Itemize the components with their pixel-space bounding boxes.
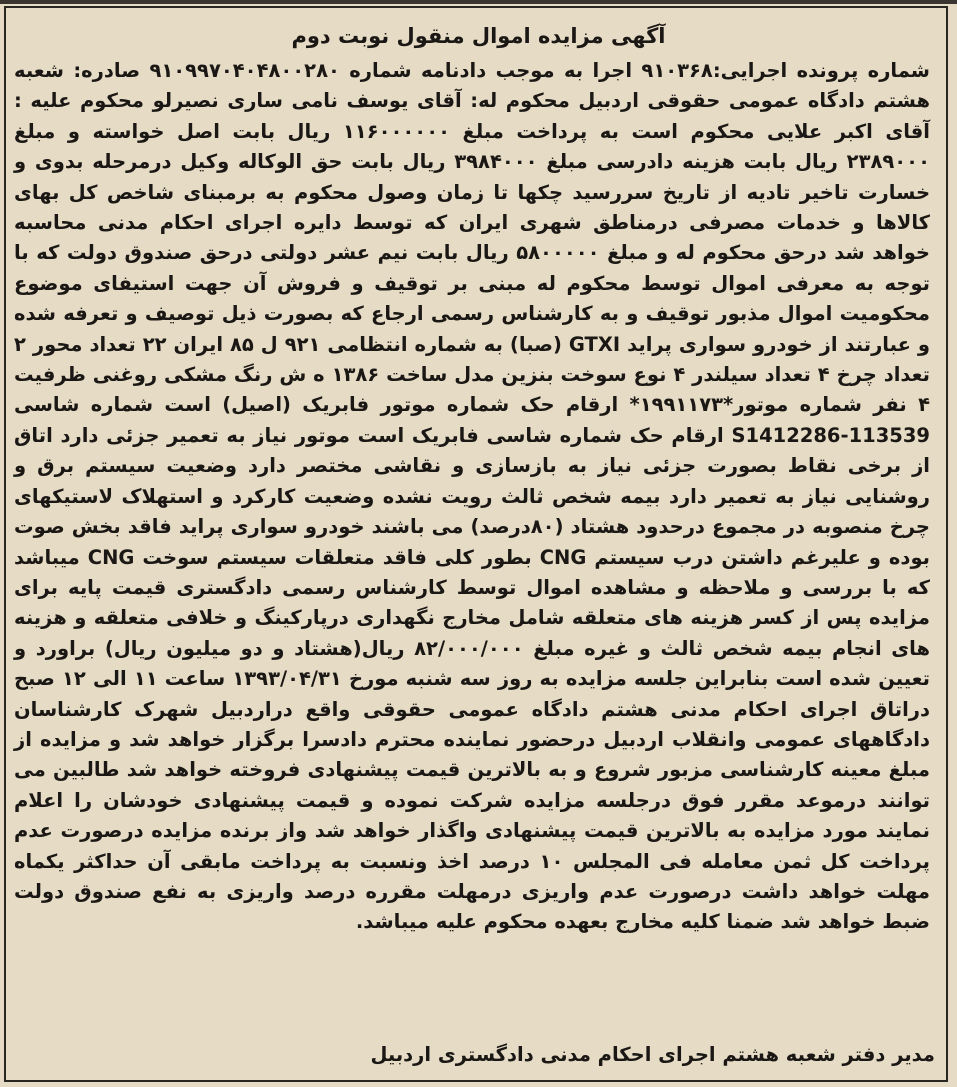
- notice-signature: مدیر دفتر شعبه هشتم اجرای احکام مدنی دادگستری اردبیل: [370, 1043, 935, 1066]
- notice-title: آگهی مزایده اموال منقول نوبت دوم: [291, 24, 666, 48]
- top-rule: [0, 0, 957, 4]
- notice-body: [14, 56, 930, 938]
- notice-body-text: شماره پرونده اجرایی:۹۱۰۳۶۸ اجرا به موجب دادنامه شماره ۹۱۰۹۹۷۰۴۰۴۸۰۰۲۸۰ صادره: شعبه هشتم دادگاه عمومی حقوقی اردبیل محکوم له: آقای یوسف نامی ساری نصیرلو محکوم علیه : آقای اکبر علایی محکوم است به پرداخت مبلغ ۱۱۶۰۰۰۰۰۰ ریال بابت اصل خواسته و مبلغ ۲۳۸۹۰۰۰ ریال بابت هزینه دادرسی مبلغ ۳۹۸۴۰۰۰ ریال بابت حق الوکاله وکیل درمرحله بدوی و خسارت تاخیر تادیه از تاریخ سررسید چکها تا زمان وصول محکوم به برمبنای شاخص کل بهای کالاها و خدمات مصرفی درمناطق شهری ایران که توسط دایره اجرای احکام مدنی محاسبه خواهد شد درحق محکوم له و مبلغ ۵۸۰۰۰۰۰ ریال بابت نیم عشر دولتی درحق صندوق دولت که با توجه به معرفی اموال توسط محکوم له مبنی بر توقیف و فروش آن جهت استیفای موضوع محکومیت اموال مذبور توقیف و به کارشناس رسمی ارجاع که بصورت ذیل توصیف و تعرفه شده و عبارتند از خودرو سواری پراید GTXI (صبا) به شماره انتظامی ۹۲۱ ل ۸۵ ایران ۲۲ تعداد محور ۲ تعداد چرخ ۴ تعداد سیلندر ۴ نوع سوخت بنزین مدل ساخت ۱۳۸۶ ه ش رنگ مشکی روغنی ظرفیت ۴ نفر شماره موتور*۱۹۹۱۱۷۳* ارقام حک شماره موتور فابریک (اصیل) است شماره شاسی S1412286-113539 ارقام حک شماره شاسی فابریک است موتور نیاز به تعمیر جزئی دارد اتاق از برخی نقاط بصورت جزئی نیاز به بازسازی و نقاشی مختصر دارد وضعیت سیستم برق و روشنایی نیاز به تعمیر دارد بیمه شخص ثالث رویت نشده وضعیت کارکرد و استهلاک لاستیکهای چرخ منصوبه در مجموع درحدود هشتاد (۸۰درصد) می باشند خودرو سواری پراید فاقد بخش صوت بوده و علیرغم داشتن درب سیستم CNG بطور کلی فاقد متعلقات سیستم سوخت CNG میباشد که با بررسی و ملاحظه و مشاهده اموال توسط کارشناس رسمی دادگستری قیمت پایه برای مزایده پس از کسر هزینه های متعلقه شامل مخارج نگهداری درپارکینگ و خلافی متعلقه و هزینه های انجام بیمه شخص ثالث و غیره مبلغ ۸۲/۰۰۰/۰۰۰ ریال(هشتاد و دو میلیون ریال) براورد و تعیین شده است بنابراین جلسه مزایده به روز سه شنبه مورخ ۱۳۹۳/۰۴/۳۱ ساعت ۱۱ الی ۱۲ صبح دراتاق اجرای احکام مدنی هشتم دادگاه عمومی حقوقی واقع دراردبیل شهرک کارشناسان دادگاههای عمومی وانقلاب اردبیل درحضور نماینده محترم دادسرا برگزار خواهد شد و مزایده از مبلغ معینه کارشناسی مزبور شروع و به بالاترین قیمت پیشنهادی فروخته خواهد شد طالبین می توانند درموعد مقرر فوق درجلسه مزایده شرکت نموده و قیمت پیشنهادی خودشان را اعلام نمایند مورد مزایده به بالاترین قیمت پیشنهادی واگذار خواهد شد واز برنده مزایده درصورت عدم پرداخت کل ثمن معامله فی المجلس ۱۰ درصد اخذ ونسبت به پرداخت مابقی آن حداکثر یکماه مهلت خواهد داشت درصورت عدم واریزی درمهلت مقرره درصد واریزی به نفع صندوق دولت ضبط خواهد شد ضمنا کلیه مخارج بعهده محکوم علیه میباشد.: [14, 59, 931, 934]
